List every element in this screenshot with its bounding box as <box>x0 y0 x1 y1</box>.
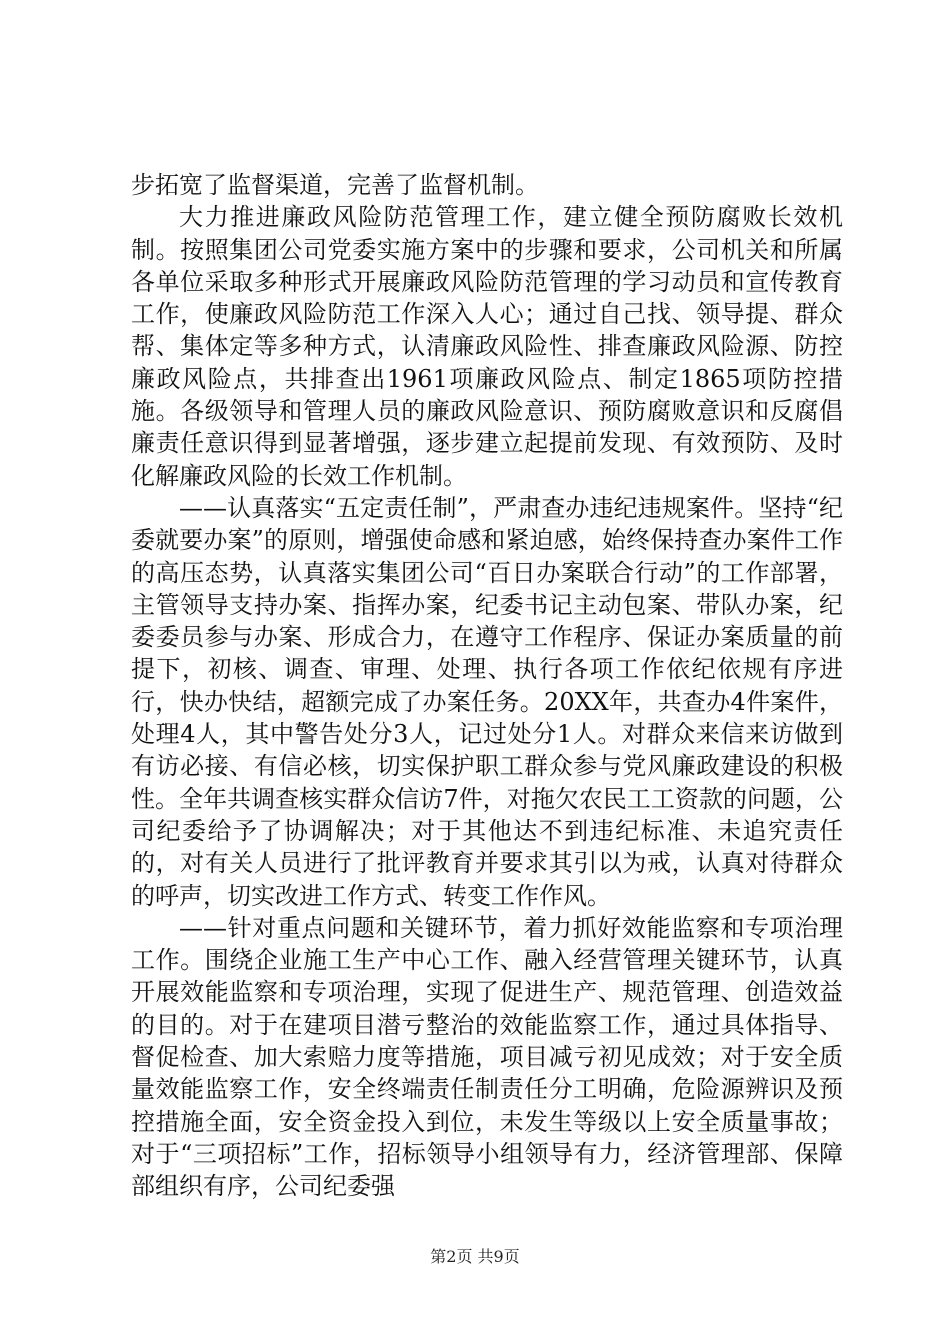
page-number-footer: 第2页 共9页 <box>430 1247 520 1266</box>
paragraph-continuation: 步拓宽了监督渠道，完善了监督机制。 <box>131 171 539 199</box>
document-body <box>131 169 843 1203</box>
paragraph-case-handling: ——认真落实“五定责任制”，严肃查办违纪违规案件。坚持“纪委就要办案”的原则，增强使命感和紧迫感，始终保持查办案件工作的高压态势，认真落实集团公司“百日办案联合行动”的工作部署，主管领导支持办案、指挥办案，纪委书记主动包案、带队办案，纪委委员参与办案、形成合力，在遵守工作程序、保证办案质量的前提下，初核、调查、审理、处理、执行各项工作依纪依规有序进行，快办快结，超额完成了办案任务。20XX年，共查办4件案件，处理4人，其中警告处分3人，记过处分1人。对群众来信来访做到有访必接、有信必核，切实保护职工群众参与党风廉政建设的积极性。全年共调查核实群众信访7件，对拖欠农民工工资款的问题，公司纪委给予了协调解决；对于其他达不到违纪标准、未追究责任的，对有关人员进行了批评教育并要求其引以为戒，认真对待群众的呼声，切实改进工作方式、转变工作作风。 <box>131 493 843 910</box>
paragraph-efficiency-supervision: ——针对重点问题和关键环节，着力抓好效能监察和专项治理工作。围绕企业施工生产中心工作、融入经营管理关键环节，认真开展效能监察和专项治理，实现了促进生产、规范管理、创造效益的目的。对于在建项目潜亏整治的效能监察工作，通过具体指导、督促检查、加大索赔力度等措施，项目减亏初见成效；对于安全质量效能监察工作，安全终端责任制责任分工明确，危险源辨识及预控措施全面，安全资金投入到位，未发生等级以上安全质量事故；对于“三项招标”工作，招标领导小组领导有力，经济管理部、保障部组织有序，公司纪委强 <box>131 913 843 1201</box>
paragraph-risk-prevention: 大力推进廉政风险防范管理工作，建立健全预防腐败长效机制。按照集团公司党委实施方案中的步骤和要求，公司机关和所属各单位采取多种形式开展廉政风险防范管理的学习动员和宣传教育工作，使廉政风险防范工作深入人心；通过自己找、领导提、群众帮、集体定等多种方式，认清廉政风险性、排查廉政风险源、防控廉政风险点，共排查出1961项廉政风险点、制定1865项防控措施。各级领导和管理人员的廉政风险意识、预防腐败意识和反腐倡廉责任意识得到显著增强，逐步建立起提前发现、有效预防、及时化解廉政风险的长效工作机制。 <box>131 203 843 490</box>
